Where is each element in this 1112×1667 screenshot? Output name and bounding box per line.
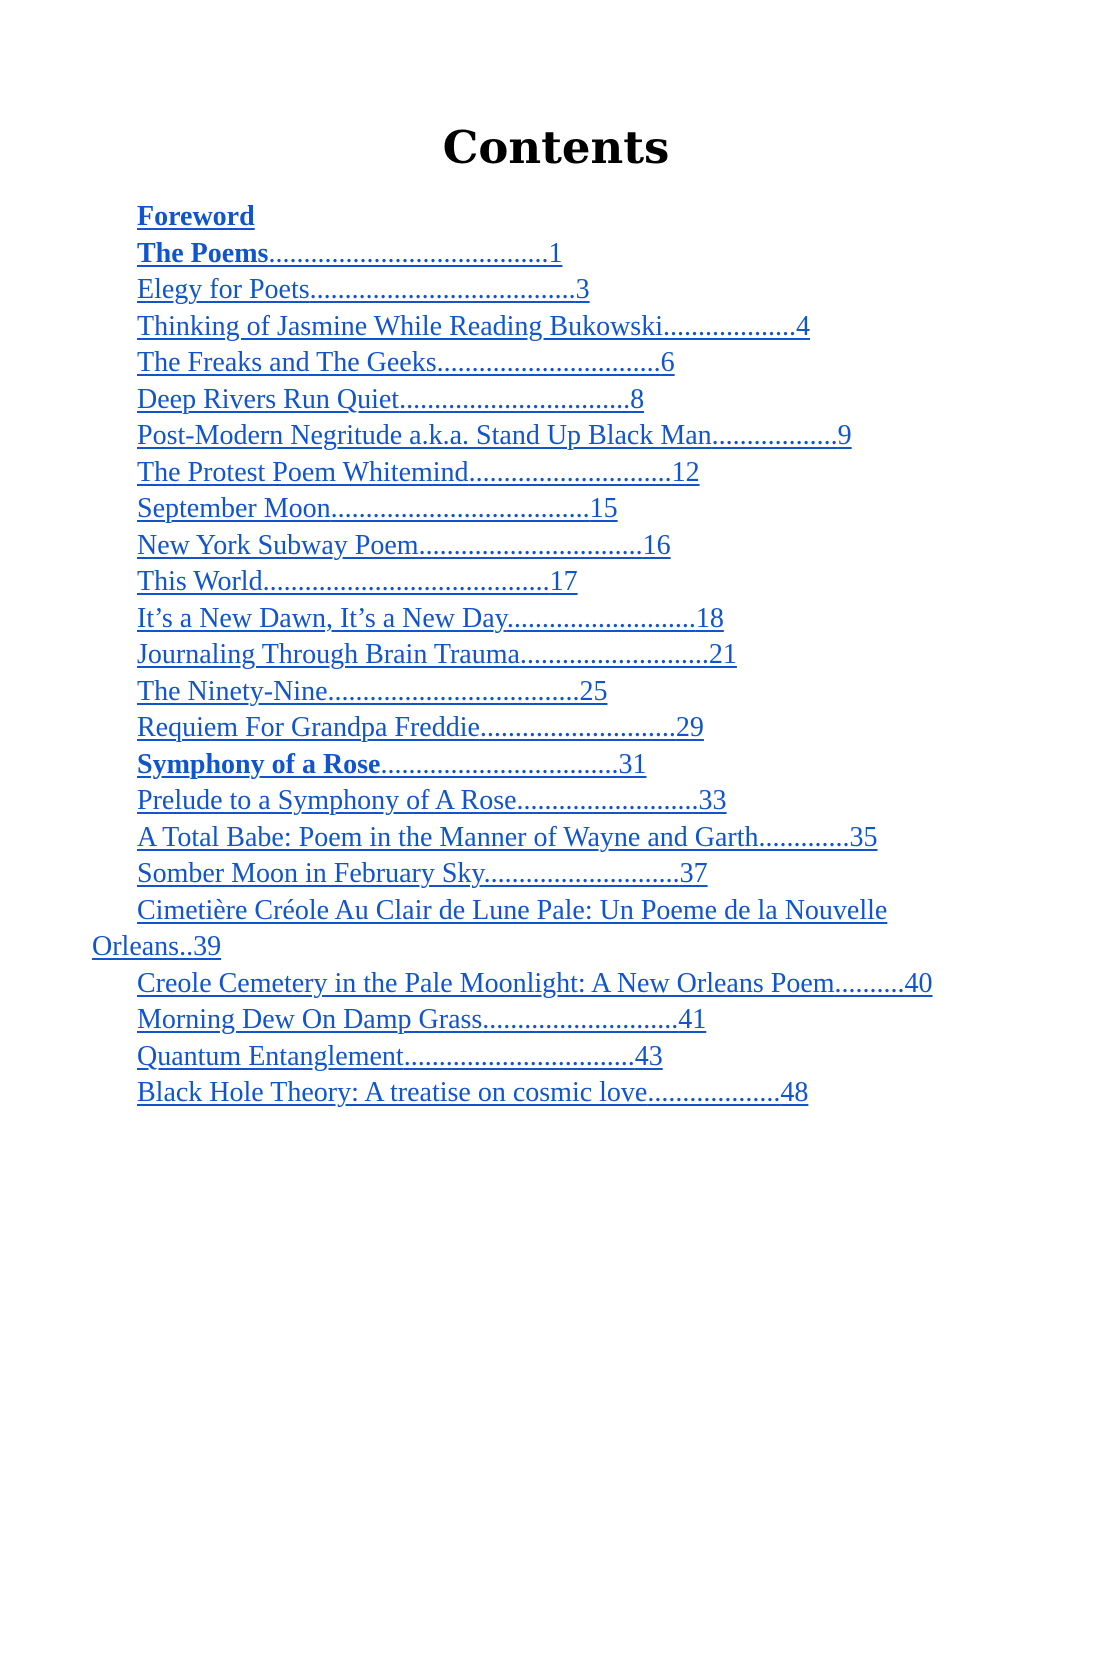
toc-entry-link[interactable] — [137, 1077, 808, 1108]
toc-dot-leader: ........................................ — [268, 237, 549, 269]
toc-dot-leader: ................... — [662, 310, 796, 342]
toc-entry-title: It’s a New Dawn, It’s a New Day — [137, 602, 507, 634]
toc-entry-link[interactable] — [137, 858, 708, 889]
toc-entry-title: Prelude to a Symphony of A Rose — [137, 785, 517, 816]
toc-entry-link[interactable] — [137, 201, 255, 232]
toc-entry — [92, 601, 1012, 638]
toc-entry-title: The Freaks and The Geeks — [137, 347, 437, 378]
toc-dot-leader: ............................ — [482, 1004, 679, 1035]
toc-dot-leader: ........................... — [519, 639, 709, 670]
toc-entry-title: The Poems — [137, 237, 269, 269]
toc-dot-leader: ................................. — [399, 383, 631, 415]
toc-entry — [92, 710, 1012, 747]
toc-entry — [92, 272, 1012, 309]
toc-entry — [92, 783, 1012, 820]
toc-entry-link[interactable] — [137, 384, 644, 415]
toc-entry-title: Morning Dew On Damp Grass — [137, 1004, 483, 1035]
toc-page-number: 39 — [193, 931, 222, 962]
toc-dot-leader: ............. — [758, 821, 850, 853]
toc-entry-title: Quantum Entanglement — [137, 1040, 404, 1072]
toc-entry-title: A Total Babe: Poem in the Manner of Wayne and Garth — [137, 821, 759, 853]
toc-page-number: 18 — [695, 602, 724, 634]
toc-dot-leader: ................................. — [403, 1040, 635, 1072]
toc-entry-link[interactable] — [137, 347, 675, 378]
toc-entry-link[interactable] — [137, 274, 590, 305]
toc-page-number: 25 — [579, 675, 608, 707]
toc-dot-leader: ............................. — [468, 456, 672, 488]
toc-entry-title: Requiem For Grandpa Freddie — [137, 712, 480, 743]
toc-entry — [92, 528, 1012, 565]
toc-entry-link[interactable] — [137, 1041, 663, 1072]
toc-entry-title: Journaling Through Brain Trauma — [137, 639, 520, 670]
toc-page-number: 6 — [660, 347, 675, 378]
toc-page-number: 15 — [589, 493, 618, 524]
toc-entry — [92, 856, 1012, 893]
toc-entry-link[interactable] — [137, 822, 878, 853]
toc-dot-leader: .................. — [711, 420, 838, 451]
toc-entry-title: Symphony of a Rose — [137, 748, 381, 780]
toc-entry-link[interactable] — [137, 749, 646, 780]
toc-entry — [92, 236, 1012, 273]
toc-entry-link[interactable] — [137, 676, 608, 707]
toc-entry — [92, 893, 992, 966]
toc-entry-link[interactable] — [137, 530, 671, 561]
toc-dot-leader: .................................... — [327, 675, 580, 707]
toc-page-number: 29 — [675, 712, 704, 743]
toc-entry-link[interactable] — [137, 639, 737, 670]
toc-entry-title: Cimetière Créole Au Clair de Lune Pale: Un Poeme de la Nouvelle Orleans — [92, 894, 888, 962]
toc-entry-link[interactable] — [137, 493, 618, 524]
toc-page-number: 37 — [679, 858, 708, 889]
toc-entry — [92, 637, 1012, 674]
toc-entry-title: Thinking of Jasmine While Reading Bukowski — [137, 310, 663, 342]
toc-entry-link[interactable] — [137, 457, 700, 488]
toc-entry-link[interactable] — [92, 895, 887, 963]
toc-entry — [92, 345, 1012, 382]
toc-entry-link[interactable] — [137, 968, 933, 999]
toc-page-number: 33 — [698, 785, 727, 816]
toc-entry-link[interactable] — [137, 566, 578, 597]
toc-dot-leader: ......................................... — [262, 566, 550, 597]
toc-entry-link[interactable] — [137, 420, 852, 451]
toc-entry-title: The Ninety-Nine — [137, 675, 328, 707]
toc-page-number: 4 — [795, 310, 810, 342]
toc-entry-link[interactable] — [137, 712, 704, 743]
toc-entry-title: September Moon — [137, 493, 331, 524]
toc-page-number: 3 — [575, 274, 590, 305]
toc-entry-title: Elegy for Poets — [137, 274, 310, 305]
toc-entry — [92, 564, 1012, 601]
toc-entry-title: Somber Moon in February Sky — [137, 858, 484, 889]
toc-dot-leader: ..................................... — [330, 493, 590, 524]
toc-entry — [92, 1039, 1012, 1076]
toc-page-number: 8 — [630, 383, 645, 415]
toc-dot-leader: ...................................... — [309, 274, 576, 305]
toc-entry-link[interactable] — [137, 603, 724, 634]
toc-page-number: 48 — [780, 1077, 809, 1108]
toc-entry — [92, 747, 1012, 784]
toc-page-number: 16 — [642, 529, 671, 561]
toc-entry-title: New York Subway Poem — [137, 529, 419, 561]
toc-entry-link[interactable] — [137, 238, 562, 269]
toc-entry — [92, 382, 1012, 419]
toc-page-number: 35 — [849, 821, 878, 853]
toc-page-number: 31 — [618, 748, 647, 780]
toc-page-number: 21 — [708, 639, 737, 670]
toc-entry — [92, 455, 1012, 492]
toc-dot-leader: .......... — [834, 967, 905, 999]
toc-page-number: 9 — [837, 420, 852, 451]
toc-page-number: 17 — [549, 566, 578, 597]
toc-page-number: 41 — [678, 1004, 707, 1035]
page-title: Contents — [442, 121, 670, 174]
toc-entry — [92, 1002, 1012, 1039]
toc-entry — [92, 309, 1012, 346]
toc-entry-title: The Protest Poem Whitemind — [137, 456, 469, 488]
toc-dot-leader: ............................ — [479, 712, 676, 743]
toc-dot-leader: ........................... — [506, 602, 696, 634]
toc-entry-link[interactable] — [137, 311, 810, 342]
toc-dot-leader: ................... — [647, 1077, 781, 1108]
toc-dot-leader: .......................... — [516, 785, 699, 816]
toc-entry — [92, 820, 992, 857]
toc-entry — [92, 674, 1012, 711]
toc-entry-link[interactable] — [137, 1004, 706, 1035]
toc-dot-leader: ............................ — [483, 858, 680, 889]
toc-dot-leader: .................................. — [380, 748, 619, 780]
toc-entry-title: Black Hole Theory: A treatise on cosmic love — [137, 1077, 648, 1108]
toc-entry — [92, 418, 1012, 455]
toc-page-number: 43 — [634, 1040, 663, 1072]
toc-entry — [92, 966, 992, 1003]
toc-entry-title: Post-Modern Negritude a.k.a. Stand Up Black Man — [137, 420, 712, 451]
toc-entry — [92, 1075, 1012, 1112]
toc-page-number: 1 — [548, 237, 563, 269]
table-of-contents — [92, 199, 1012, 1112]
toc-page-number: 12 — [671, 456, 700, 488]
toc-entry — [92, 199, 1012, 236]
toc-page-number: 40 — [904, 967, 933, 999]
toc-dot-leader: .. — [179, 931, 194, 962]
toc-entry-title: This World — [137, 566, 263, 597]
toc-dot-leader: ................................ — [418, 529, 643, 561]
toc-entry-title: Deep Rivers Run Quiet — [137, 383, 400, 415]
toc-dot-leader: ................................ — [436, 347, 661, 378]
toc-entry — [92, 491, 1012, 528]
toc-entry-link[interactable] — [137, 785, 727, 816]
toc-entry-title: Creole Cemetery in the Pale Moonlight: A New Orleans Poem — [137, 967, 835, 999]
toc-entry-title: Foreword — [137, 201, 255, 232]
